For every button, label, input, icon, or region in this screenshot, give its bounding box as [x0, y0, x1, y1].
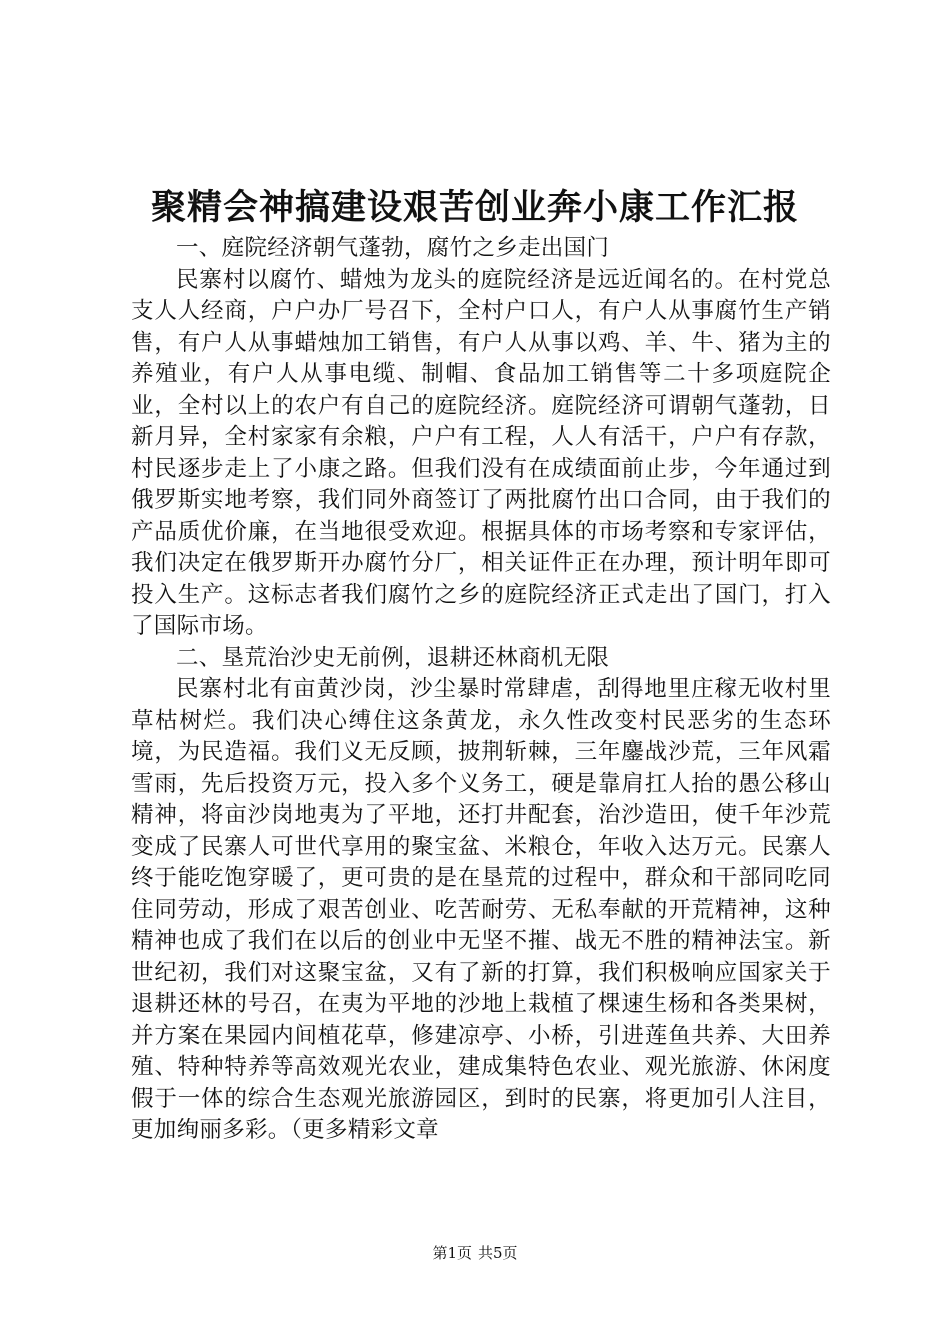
page-total: 共5页 [478, 1244, 518, 1262]
page-number: 第1页 [432, 1244, 472, 1262]
body-paragraph: 民寨村北有亩黄沙岗，沙尘暴时常肆虐，刮得地里庄稼无收村里草枯树烂。我们决心缚住这条黄龙，永久性改变村民恶劣的生态环境，为民造福。我们义无反顾，披荆斩棘，三年鏖战沙荒，三年风霜雪雨，先后投资万元，投入多个义务工，硬是靠肩扛人抬的愚公移山精神，将亩沙岗地夷为了平地，还打井配套，治沙造田，使千年沙荒变成了民寨人可世代享用的聚宝盆、米粮仓，年收入达万元。民寨人终于能吃饱穿暖了，更可贵的是在垦荒的过程中，群众和干部同吃同住同劳动，形成了艰苦创业、吃苦耐劳、无私奉献的开荒精神，这种精神也成了我们在以后的创业中无坚不摧、战无不胜的精神法宝。新世纪初，我们对这聚宝盆，又有了新的打算，我们积极响应国家关于退耕还林的号召，在夷为平地的沙地上栽植了棵速生杨和各类果树，并方案在果园内间植花草，修建凉亭、小桥，引进莲鱼共养、大田养殖、特种特养等高效观光农业，建成集特色农业、观光旅游、休闲度假于一体的综合生态观光旅游园区，到时的民寨，将更加引人注目，更加绚丽多彩。（更多精彩文章 [131, 676, 831, 1143]
section-heading: 一、庭院经济朝气蓬勃，腐竹之乡走出国门 [176, 235, 610, 261]
page-footer [0, 1243, 950, 1263]
document-body [131, 233, 831, 1147]
body-paragraph: 民寨村以腐竹、蜡烛为龙头的庭院经济是远近闻名的。在村党总支人人经商，户户办厂号召下，全村户口人，有户人从事腐竹生产销售，有户人从事蜡烛加工销售，有户人从事以鸡、羊、牛、猪为主的养殖业，有户人从事电缆、制帽、食品加工销售等二十多项庭院企业，全村以上的农户有自己的庭院经济。庭院经济可谓朝气蓬勃，日新月异，全村家家有余粮，户户有工程，人人有活干，户户有存款，村民逐步走上了小康之路。但我们没有在成绩面前止步，今年通过到俄罗斯实地考察，我们同外商签订了两批腐竹出口合同，由于我们的产品质优价廉，在当地很受欢迎。根据具体的市场考察和专家评估，我们决定在俄罗斯开办腐竹分厂，相关证件正在办理，预计明年即可投入生产。这标志者我们腐竹之乡的庭院经济正式走出了国门，打入了国际市场。 [131, 266, 831, 639]
section-heading: 二、垦荒治沙史无前例，退耕还林商机无限 [176, 644, 610, 671]
document-title: 聚精会神搞建设艰苦创业奔小康工作汇报 [150, 187, 799, 228]
